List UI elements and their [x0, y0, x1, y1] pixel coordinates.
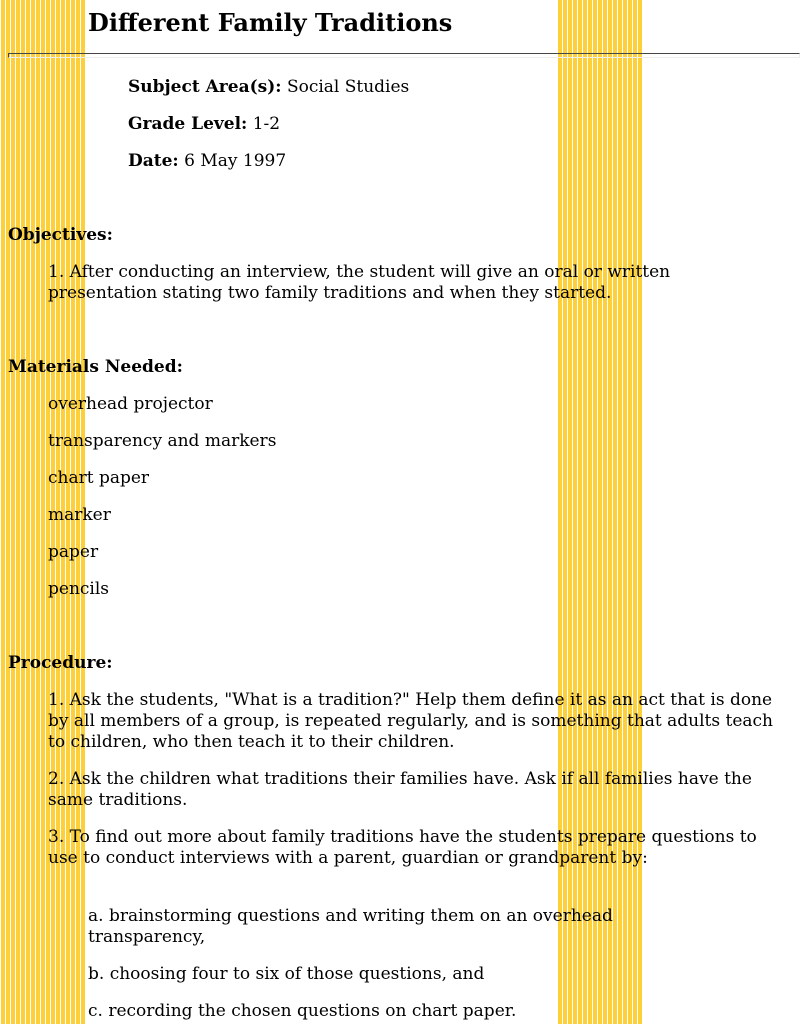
material-item: paper	[48, 542, 99, 562]
grade-label: Grade Level:	[128, 114, 248, 134]
objectives-heading-text: Objectives:	[8, 225, 113, 245]
materials-heading	[8, 357, 183, 378]
materials-heading-text: Materials Needed:	[8, 357, 183, 377]
procedure-step: 2. Ask the children what traditions their families have. Ask if all families have the same traditions.	[48, 769, 752, 810]
material-item: transparency and markers	[48, 431, 277, 451]
grade-level	[128, 114, 280, 135]
procedure-step: 3. To find out more about family traditions have the students prepare questions to use to conduct interviews with a parent, guardian or grandparent by:	[48, 827, 757, 868]
objective-item: 1. After conducting an interview, the student will give an oral or written presentation stating two family traditions and when they started.	[48, 262, 671, 303]
procedure-substep: a. brainstorming questions and writing them on an overhead transparency,	[88, 906, 613, 947]
subject-area	[128, 77, 409, 98]
grade-value: 1-2	[252, 114, 281, 134]
horizontal-rule	[8, 53, 800, 58]
procedure-heading	[8, 653, 113, 674]
objectives-heading	[8, 225, 113, 246]
procedure-heading-text: Procedure:	[8, 653, 113, 673]
subject-label: Subject Area(s):	[128, 77, 282, 97]
date-value: 6 May 1997	[184, 151, 287, 171]
subject-value: Social Studies	[286, 77, 410, 97]
date	[128, 151, 286, 172]
material-item: chart paper	[48, 468, 150, 488]
material-item: pencils	[48, 579, 110, 599]
decorative-stripe-right	[558, 0, 642, 1024]
procedure-substep: c. recording the chosen questions on chart paper.	[88, 1001, 517, 1021]
material-item: marker	[48, 505, 111, 525]
procedure-substep: b. choosing four to six of those questions, and	[88, 964, 485, 984]
procedure-step: 1. Ask the students, "What is a tradition?" Help them define it as an act that is done by all members of a group, is repeated regularly, and is something that adults teach to children, who then teach it to their children.	[48, 690, 774, 752]
material-item: overhead projector	[48, 394, 213, 414]
page-title: Different Family Traditions	[88, 8, 453, 37]
date-label: Date:	[128, 151, 179, 171]
